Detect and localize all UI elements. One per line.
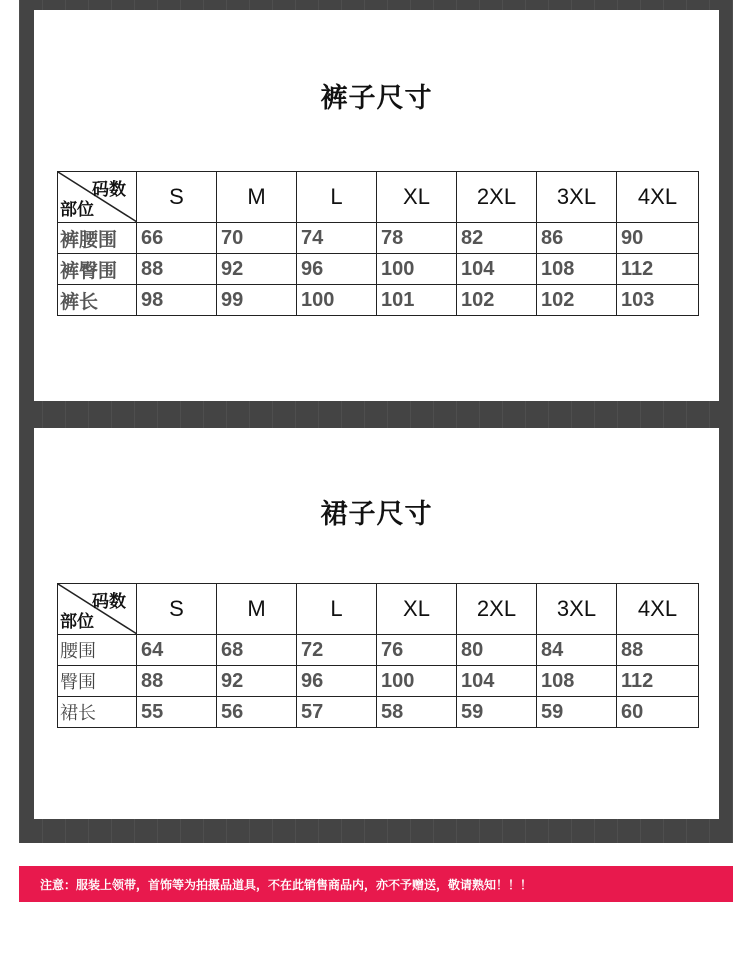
row-label: 臀围 xyxy=(58,666,137,697)
row-label: 裤腰围 xyxy=(58,223,137,254)
skirt-size-table xyxy=(57,583,699,728)
measure-cell: 72 xyxy=(297,635,377,666)
size-header: M xyxy=(217,172,297,223)
corner-part-label: 部位 xyxy=(60,612,94,632)
measure-cell: 84 xyxy=(537,635,617,666)
size-header: M xyxy=(217,584,297,635)
pants-size-title: 裤子尺寸 xyxy=(320,83,433,114)
measure-cell: 102 xyxy=(537,285,617,316)
measure-cell: 57 xyxy=(297,697,377,728)
measure-cell: 96 xyxy=(297,666,377,697)
measure-cell: 98 xyxy=(137,285,217,316)
measure-cell: 68 xyxy=(217,635,297,666)
notice-text: 注意：服装上领带，首饰等为拍摄品道具，不在此销售商品内，亦不予赠送，敬请熟知！！！ xyxy=(40,878,533,892)
measure-cell: 64 xyxy=(137,635,217,666)
size-header: 3XL xyxy=(537,584,617,635)
row-label: 腰围 xyxy=(58,635,137,666)
measure-cell: 88 xyxy=(137,666,217,697)
measure-cell: 92 xyxy=(217,254,297,285)
table-row xyxy=(58,254,699,285)
measure-cell: 96 xyxy=(297,254,377,285)
pants-corner-cell xyxy=(58,172,137,223)
row-label: 裙长 xyxy=(58,697,137,728)
measure-cell: 76 xyxy=(377,635,457,666)
measure-cell: 86 xyxy=(537,223,617,254)
table-row xyxy=(58,666,699,697)
measure-cell: 55 xyxy=(137,697,217,728)
corner-size-label: 码数 xyxy=(92,180,126,200)
measure-cell: 103 xyxy=(617,285,699,316)
measure-cell: 108 xyxy=(537,254,617,285)
table-row xyxy=(58,635,699,666)
measure-cell: 104 xyxy=(457,254,537,285)
measure-cell: 59 xyxy=(537,697,617,728)
measure-cell: 66 xyxy=(137,223,217,254)
measure-cell: 100 xyxy=(377,666,457,697)
table-row xyxy=(58,223,699,254)
measure-cell: 80 xyxy=(457,635,537,666)
notice-banner xyxy=(19,866,733,902)
size-header: 2XL xyxy=(457,172,537,223)
pants-header-row xyxy=(58,172,699,223)
skirt-size-title: 裙子尺寸 xyxy=(320,499,433,530)
size-header: 3XL xyxy=(537,172,617,223)
measure-cell: 58 xyxy=(377,697,457,728)
size-header: S xyxy=(137,172,217,223)
measure-cell: 112 xyxy=(617,666,699,697)
measure-cell: 100 xyxy=(297,285,377,316)
measure-cell: 104 xyxy=(457,666,537,697)
measure-cell: 100 xyxy=(377,254,457,285)
measure-cell: 92 xyxy=(217,666,297,697)
table-row xyxy=(58,697,699,728)
row-label: 裤臀围 xyxy=(58,254,137,285)
size-header: 2XL xyxy=(457,584,537,635)
measure-cell: 60 xyxy=(617,697,699,728)
measure-cell: 82 xyxy=(457,223,537,254)
measure-cell: 102 xyxy=(457,285,537,316)
measure-cell: 108 xyxy=(537,666,617,697)
measure-cell: 88 xyxy=(137,254,217,285)
size-header: L xyxy=(297,584,377,635)
size-header: L xyxy=(297,172,377,223)
size-header: XL xyxy=(377,584,457,635)
size-header: XL xyxy=(377,172,457,223)
size-header: S xyxy=(137,584,217,635)
pants-size-panel xyxy=(34,10,719,401)
skirt-corner-cell xyxy=(58,584,137,635)
pants-size-table xyxy=(57,171,699,316)
measure-cell: 78 xyxy=(377,223,457,254)
measure-cell: 90 xyxy=(617,223,699,254)
measure-cell: 101 xyxy=(377,285,457,316)
skirt-header-row xyxy=(58,584,699,635)
corner-part-label: 部位 xyxy=(60,200,94,220)
skirt-size-panel xyxy=(34,428,719,819)
row-label: 裤长 xyxy=(58,285,137,316)
size-header: 4XL xyxy=(617,584,699,635)
corner-size-label: 码数 xyxy=(92,592,126,612)
measure-cell: 70 xyxy=(217,223,297,254)
measure-cell: 99 xyxy=(217,285,297,316)
measure-cell: 74 xyxy=(297,223,377,254)
measure-cell: 88 xyxy=(617,635,699,666)
measure-cell: 59 xyxy=(457,697,537,728)
size-header: 4XL xyxy=(617,172,699,223)
measure-cell: 56 xyxy=(217,697,297,728)
measure-cell: 112 xyxy=(617,254,699,285)
table-row xyxy=(58,285,699,316)
